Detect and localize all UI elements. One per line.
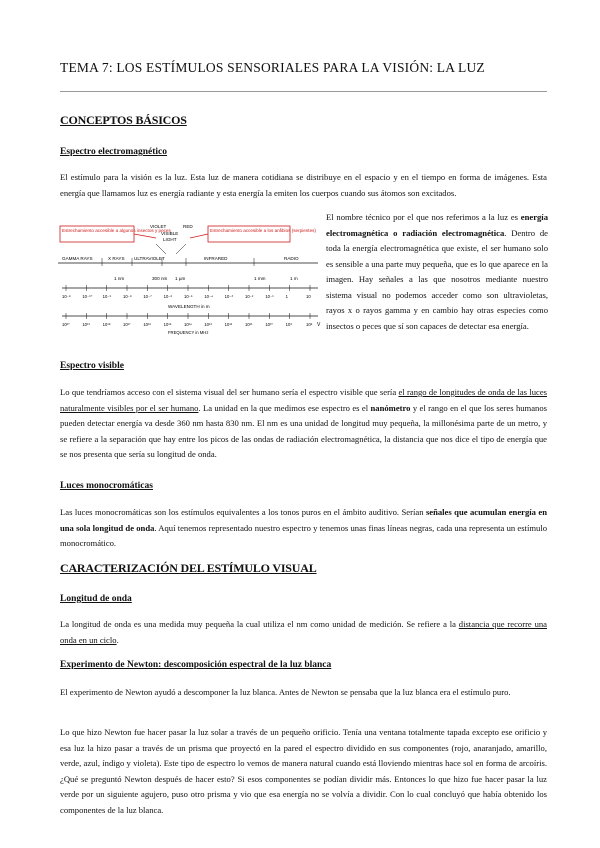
text-run: Las luces monocromáticas son los estímulos equivalentes a los tonos puros en el ámbito auditivo. Serían xyxy=(60,507,426,517)
label-visible: VISIBLE xyxy=(161,231,179,236)
frequency-tick-label: 10²⁰ xyxy=(62,322,70,327)
page-title: TEMA 7: LOS ESTÍMULOS SENSORIALES PARA LA VISIÓN: LA LUZ xyxy=(60,60,485,75)
wavelength-tick-label: 10⁻³ xyxy=(224,294,233,299)
subheading-espectro-electromagnetico: Espectro electromagnético xyxy=(60,147,168,157)
visible-pointer-left xyxy=(156,244,166,254)
subheading-longitud-de-onda: Longitud de onda xyxy=(60,594,132,604)
frequency-tick-label: 10¹² xyxy=(224,322,233,327)
visible-pointer-right xyxy=(176,244,186,254)
frequency-label: FREQUENCY in MHz xyxy=(168,330,209,335)
paragraph-luces-monocromaticas xyxy=(60,505,547,552)
frequency-tick-label: 10¹⁴ xyxy=(184,322,192,327)
frequency-tick-label: 10¹³ xyxy=(204,322,212,327)
section-heading-caracterizacion: CARACTERIZACIÓN DEL ESTÍMULO VISUAL xyxy=(60,561,317,575)
paragraph-newton-2: Lo que hizo Newton fue hacer pasar la luz solar a través de un pequeño orificio. Tenía una ventana totalmente tapada excepto ese orificio y esa luz la hizo pasar a través de un prisma que proyectó en la pared el espectro dividido en sus componentes (rojo, anaranjado, amarillo, verde, azul, índigo y violeta). Este tipo de espectro lo vemos de manera natural cuando está lloviendo mientras hace sol en forma de arcoíris. ¿Qué se preguntó Newton después de hacer esto? Si esos componentes se podían dividir más. Entonces lo que hizo fue hacer pasar la luz verde por un siguiente agujero, puso otro prisma y vio que esa energía no se volvía a dividir. Con lo cual concluyó que había obtenido los componentes de la luz blanca. xyxy=(60,727,547,815)
frequency-tick-label: 10⁹ xyxy=(285,322,293,327)
text-run: . Dentro de toda la energía electromagnética que existe, el ser humano solo es sensible a una parte muy pequeña, que es lo que aparece en la imagen. Hay señales a las que nosotros mediante nuestro sistema visual no podemos acceder como son ultravioletas, rayos x o rayos gamma y en cambio hay otras especies como insectos o peces que sí son capaces de detectar esa energía. xyxy=(326,227,548,331)
paragraph-espectro-visible xyxy=(60,385,547,463)
label-light: LIGHT xyxy=(163,237,177,242)
wavelength-tick-label: 10⁻¹⁰ xyxy=(82,294,93,299)
paragraph-energia-electromagnetica xyxy=(326,210,548,334)
band-infrared: INFRARED xyxy=(204,256,228,261)
scale-mark: 300 nm xyxy=(152,276,168,281)
wavelength-label: WAVELENGTH in m xyxy=(168,304,210,309)
frequency-tick-label: 10¹⁶ xyxy=(143,322,152,327)
band-radio: RADIO xyxy=(284,256,299,261)
wavelength-tick-label: 10 xyxy=(306,294,311,299)
band-gamma: GAMMA RAYS xyxy=(62,256,93,261)
title-divider xyxy=(60,91,547,92)
wavelength-tick-label: 10⁻⁴ xyxy=(204,294,214,299)
wavelength-tick-label: 1 xyxy=(285,294,289,299)
scale-mark: 1 mm xyxy=(254,276,266,281)
text-run: El nombre técnico por el que nos referimos a la luz es xyxy=(326,212,521,222)
scale-mark: 1 µm xyxy=(175,276,186,281)
band-ultraviolet: ULTRAVIOLET xyxy=(134,256,165,261)
wavelength-tick-label: 10⁻⁷ xyxy=(143,294,152,299)
wavelength-tick-label: 10⁻² xyxy=(245,294,254,299)
paragraph-espectro-intro: El estímulo para la visión es la luz. Esta luz de manera cotidiana se distribuye en el espacio y en el tiempo en forma de imágenes. Esta energía que llamamos luz es energía radiante y esta energía la emiten los cuerpos cuando sus átomos son excitados. xyxy=(60,172,547,198)
paragraph-newton-1: El experimento de Newton ayudó a descomponer la luz blanca. Antes de Newton se pensaba que la luz blanca era el estímulo puro. xyxy=(60,687,511,697)
frequency-tick-label: 10¹⁹ xyxy=(82,322,91,327)
wavelength-tick-label: 10⁻¹ xyxy=(265,294,274,299)
paragraph-longitud-de-onda xyxy=(60,617,547,648)
text-run: y el rango en el que los seres humanos pueden detectar energía va desde 360 nm hasta 830 nm. El nm es una unidad de longitud muy pequeña, la millonésima parte de un metro, y se refiere a la separación que hay entre los picos de las ondas de radiación electromagnética, la distancia que nos dice el tipo de energía que se nos presenta que sería su longitud de onda. xyxy=(60,402,547,459)
label-red: RED xyxy=(183,224,193,229)
wavelength-ticks xyxy=(62,285,311,299)
bold-term: energía electromagnética o radiación electromagnética xyxy=(326,212,548,238)
bold-term: nanómetro xyxy=(370,402,411,413)
subheading-luces-monocromaticas: Luces monocromáticas xyxy=(60,481,153,491)
note-left: Estrechamiento accesible a algunos insectos y peces xyxy=(62,228,171,233)
axis-v-label: V xyxy=(317,322,321,328)
text-run: La longitud de onda es una medida muy pequeña la cual utiliza el nm como unidad de medición. Se refiere a la xyxy=(60,619,459,629)
wavelength-tick-label: 10⁻⁶ xyxy=(163,294,173,299)
wavelength-tick-label: 10⁻⁵ xyxy=(184,294,193,299)
frequency-tick-label: 10¹⁰ xyxy=(265,322,274,327)
subheading-experimento-newton: Experimento de Newton: descomposición espectral de la luz blanca xyxy=(60,660,332,670)
label-violet: VIOLET xyxy=(150,224,167,229)
text-run: . xyxy=(116,634,119,645)
frequency-tick-label: 10⁸ xyxy=(306,322,313,327)
wavelength-tick-label: 10⁻⁹ xyxy=(102,294,112,299)
subheading-espectro-visible: Espectro visible xyxy=(60,361,124,371)
underlined-phrase: distancia que recorre una onda en un ciclo xyxy=(60,619,547,645)
scale-mark: 1 nm xyxy=(114,276,125,281)
band-xrays: X RAYS xyxy=(108,256,125,261)
wavelength-tick-label: 10⁻⁸ xyxy=(62,294,71,299)
note-right-arrow xyxy=(190,234,208,238)
text-run: . Aquí tenemos representado nuestro espectro y tenemos unas finas líneas negras, cada una representa un estímulo monocromático. xyxy=(60,522,547,548)
frequency-tick-label: 10¹⁷ xyxy=(123,322,131,327)
scale-mark: 1 m xyxy=(290,276,298,281)
electromagnetic-spectrum-figure xyxy=(58,222,322,338)
wavelength-tick-label: 10⁻⁸ xyxy=(123,294,132,299)
frequency-tick-label: 10¹⁸ xyxy=(102,322,111,327)
text-run: Lo que tendríamos acceso con el sistema visual del ser humano sería el espectro visible que sería xyxy=(60,387,399,397)
text-run: . La unidad en la que medimos ese espectro es el xyxy=(198,402,371,413)
note-right: Estrechamiento accesible a los anfibios (serpientes) xyxy=(210,228,316,233)
underlined-phrase: el rango de longitudes de onda de las luces naturalmente visibles por el ser humano xyxy=(60,387,547,413)
note-left-arrow xyxy=(134,234,156,238)
frequency-tick-label: 10¹⁵ xyxy=(163,322,172,327)
section-heading-conceptos: CONCEPTOS BÁSICOS xyxy=(60,113,187,127)
frequency-tick-label: 10¹¹ xyxy=(245,322,253,327)
frequency-ticks xyxy=(62,313,313,327)
bold-term: señales que acumulan energía en una sola longitud de onda xyxy=(60,507,547,533)
